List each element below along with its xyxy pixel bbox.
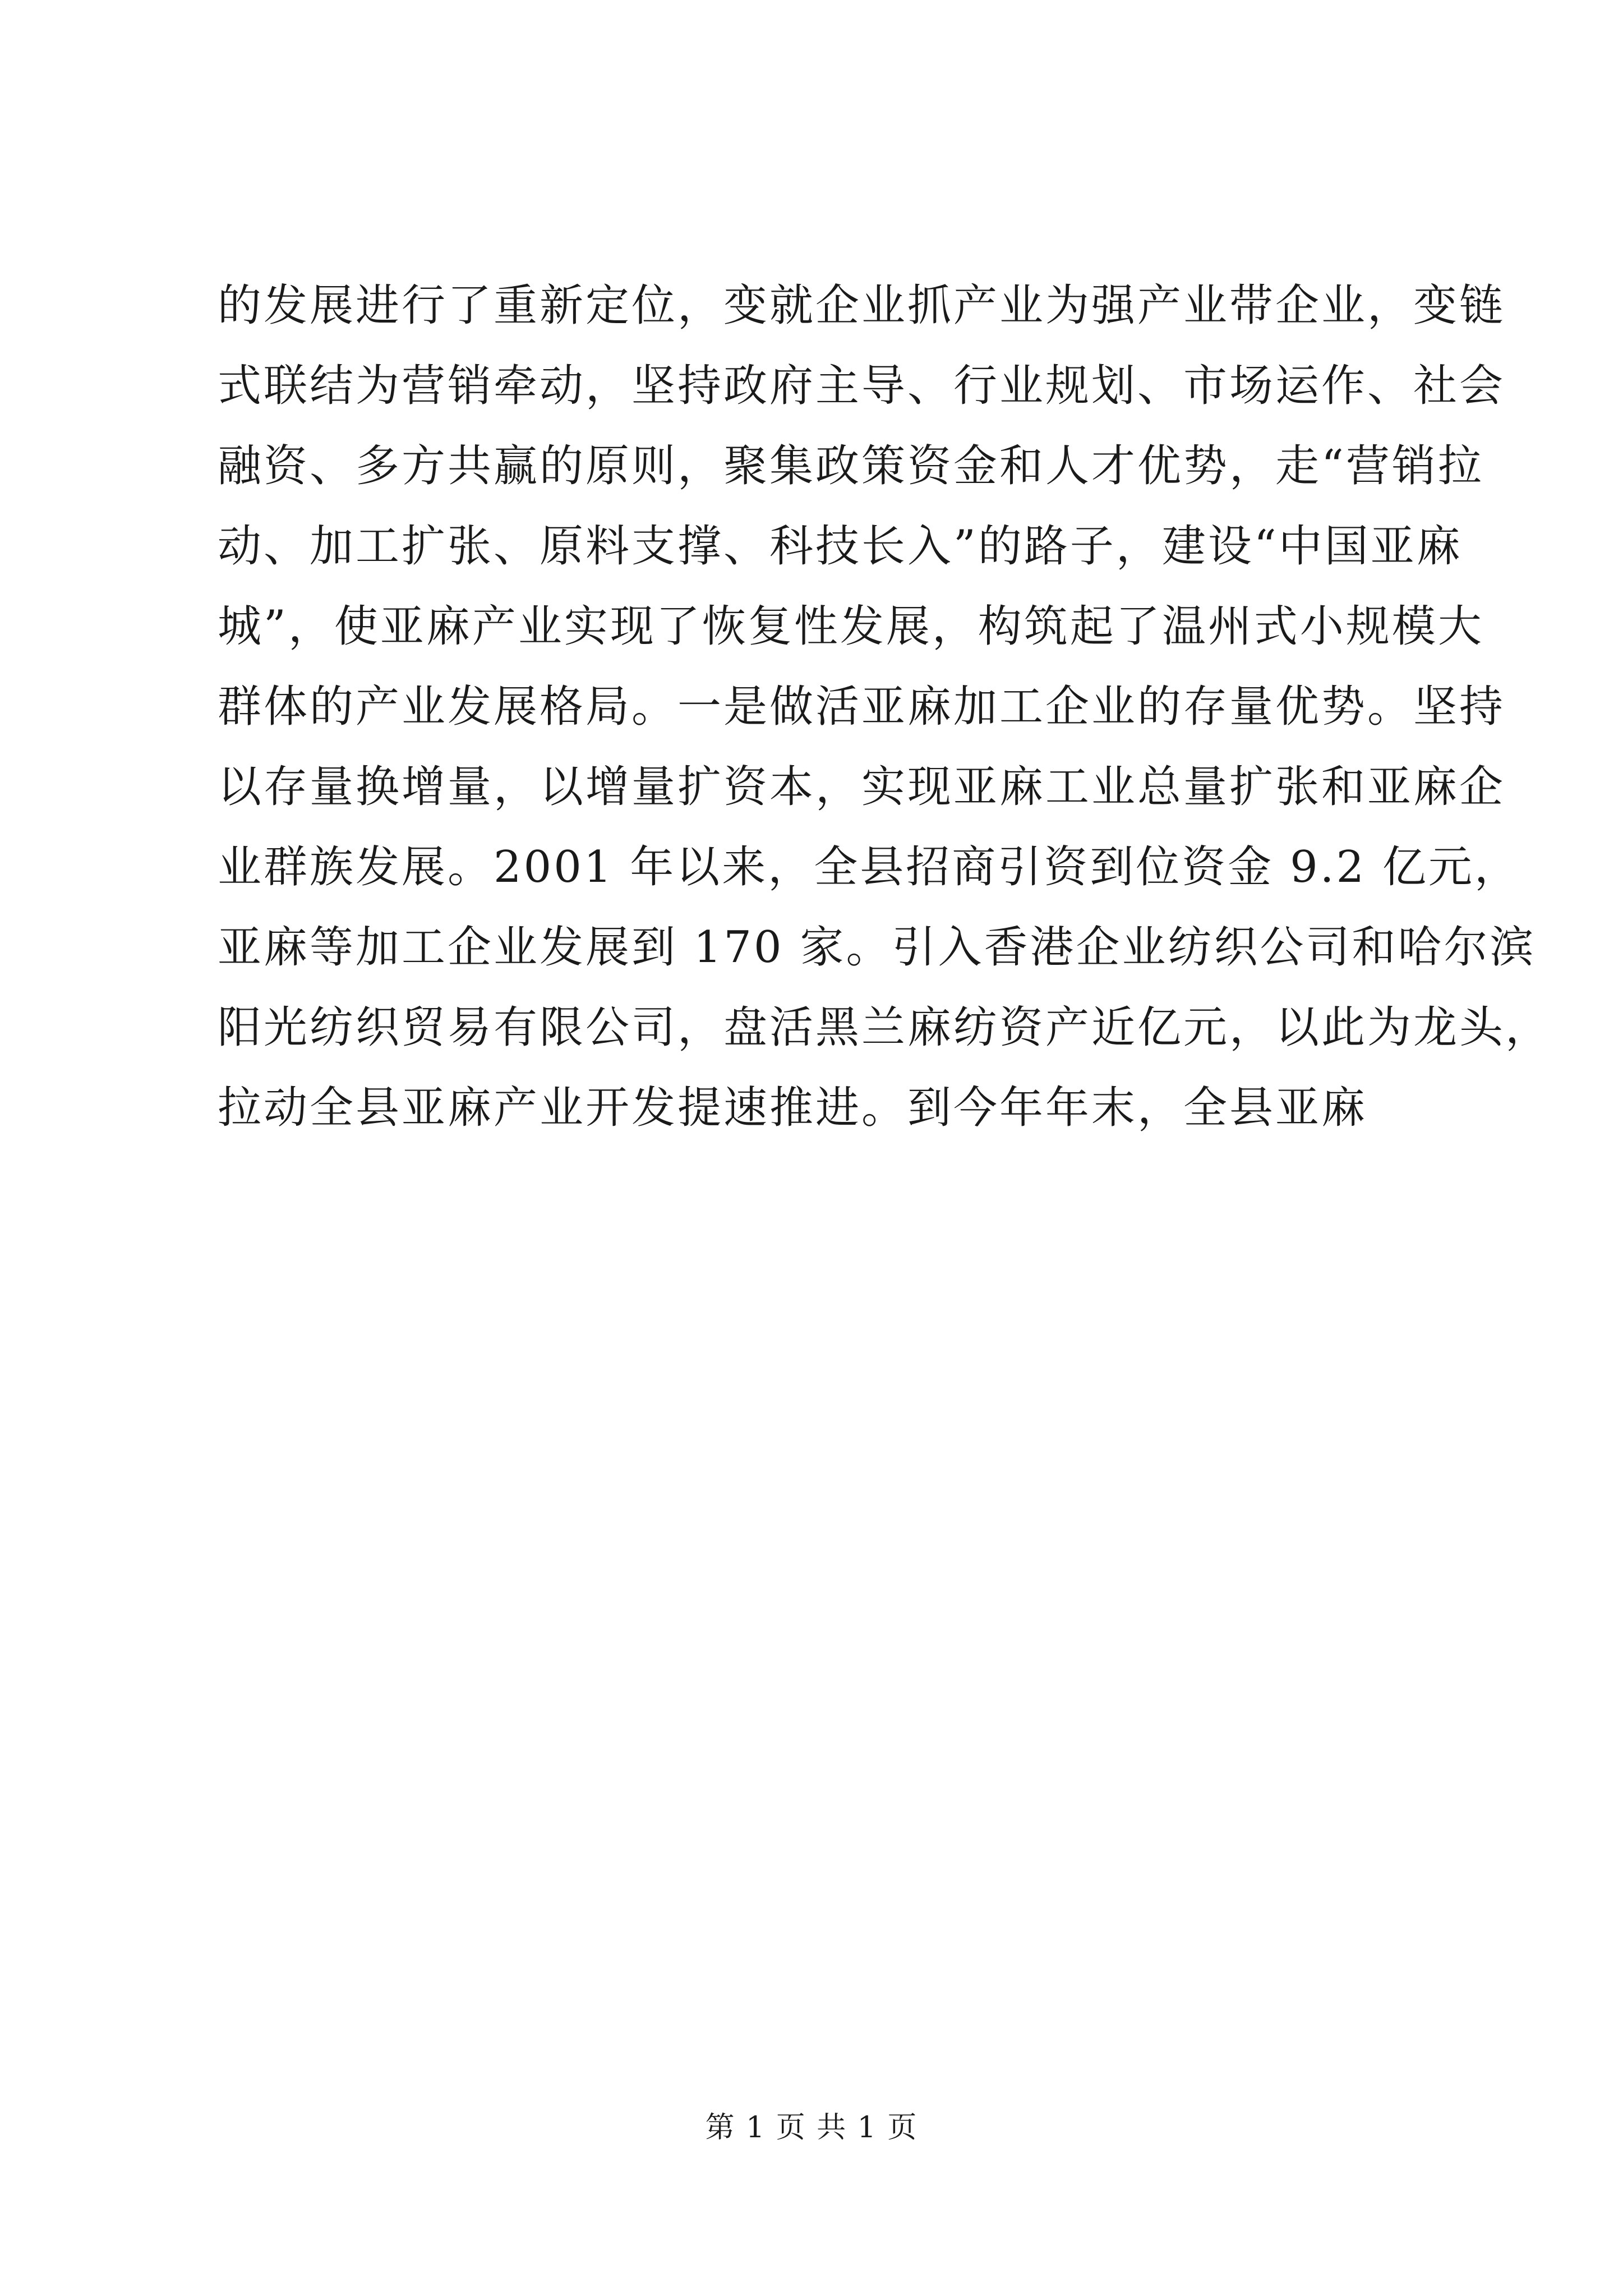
body-text bbox=[218, 266, 1552, 1148]
text-line: 拉动全县亚麻产业开发提速推进。到今年年末，全县亚麻 bbox=[218, 1083, 1368, 1133]
text-line: 城”，使亚麻产业实现了恢复性发展，构筑起了温州式小规模大 bbox=[218, 601, 1484, 652]
text-line: 的发展进行了重新定位，变就企业抓产业为强产业带企业，变链 bbox=[218, 280, 1506, 331]
text-line: 以存量换增量，以增量扩资本，实现亚麻工业总量扩张和亚麻企 bbox=[218, 762, 1506, 812]
text-line: 式联结为营销牵动，坚持政府主导、行业规划、市场运作、社会 bbox=[218, 361, 1506, 411]
text-line: 群体的产业发展格局。一是做活亚麻加工企业的存量优势。坚持 bbox=[218, 682, 1506, 732]
page-footer: 第 1 页 共 1 页 bbox=[705, 2111, 918, 2145]
text-line: 亚麻等加工企业发展到 170 家。引入香港企业纺织公司和哈尔滨 bbox=[218, 922, 1536, 973]
text-line: 业群族发展。2001 年以来，全县招商引资到位资金 9.2 亿元， bbox=[218, 842, 1520, 892]
text-line: 融资、多方共赢的原则，聚集政策资金和人才优势，走“营销拉 bbox=[218, 441, 1484, 491]
text-line: 阳光纺织贸易有限公司，盘活黑兰麻纺资产近亿元，以此为龙头， bbox=[218, 1002, 1552, 1053]
text-line: 动、加工扩张、原料支撑、科技长入”的路子，建设“中国亚麻 bbox=[218, 521, 1463, 572]
